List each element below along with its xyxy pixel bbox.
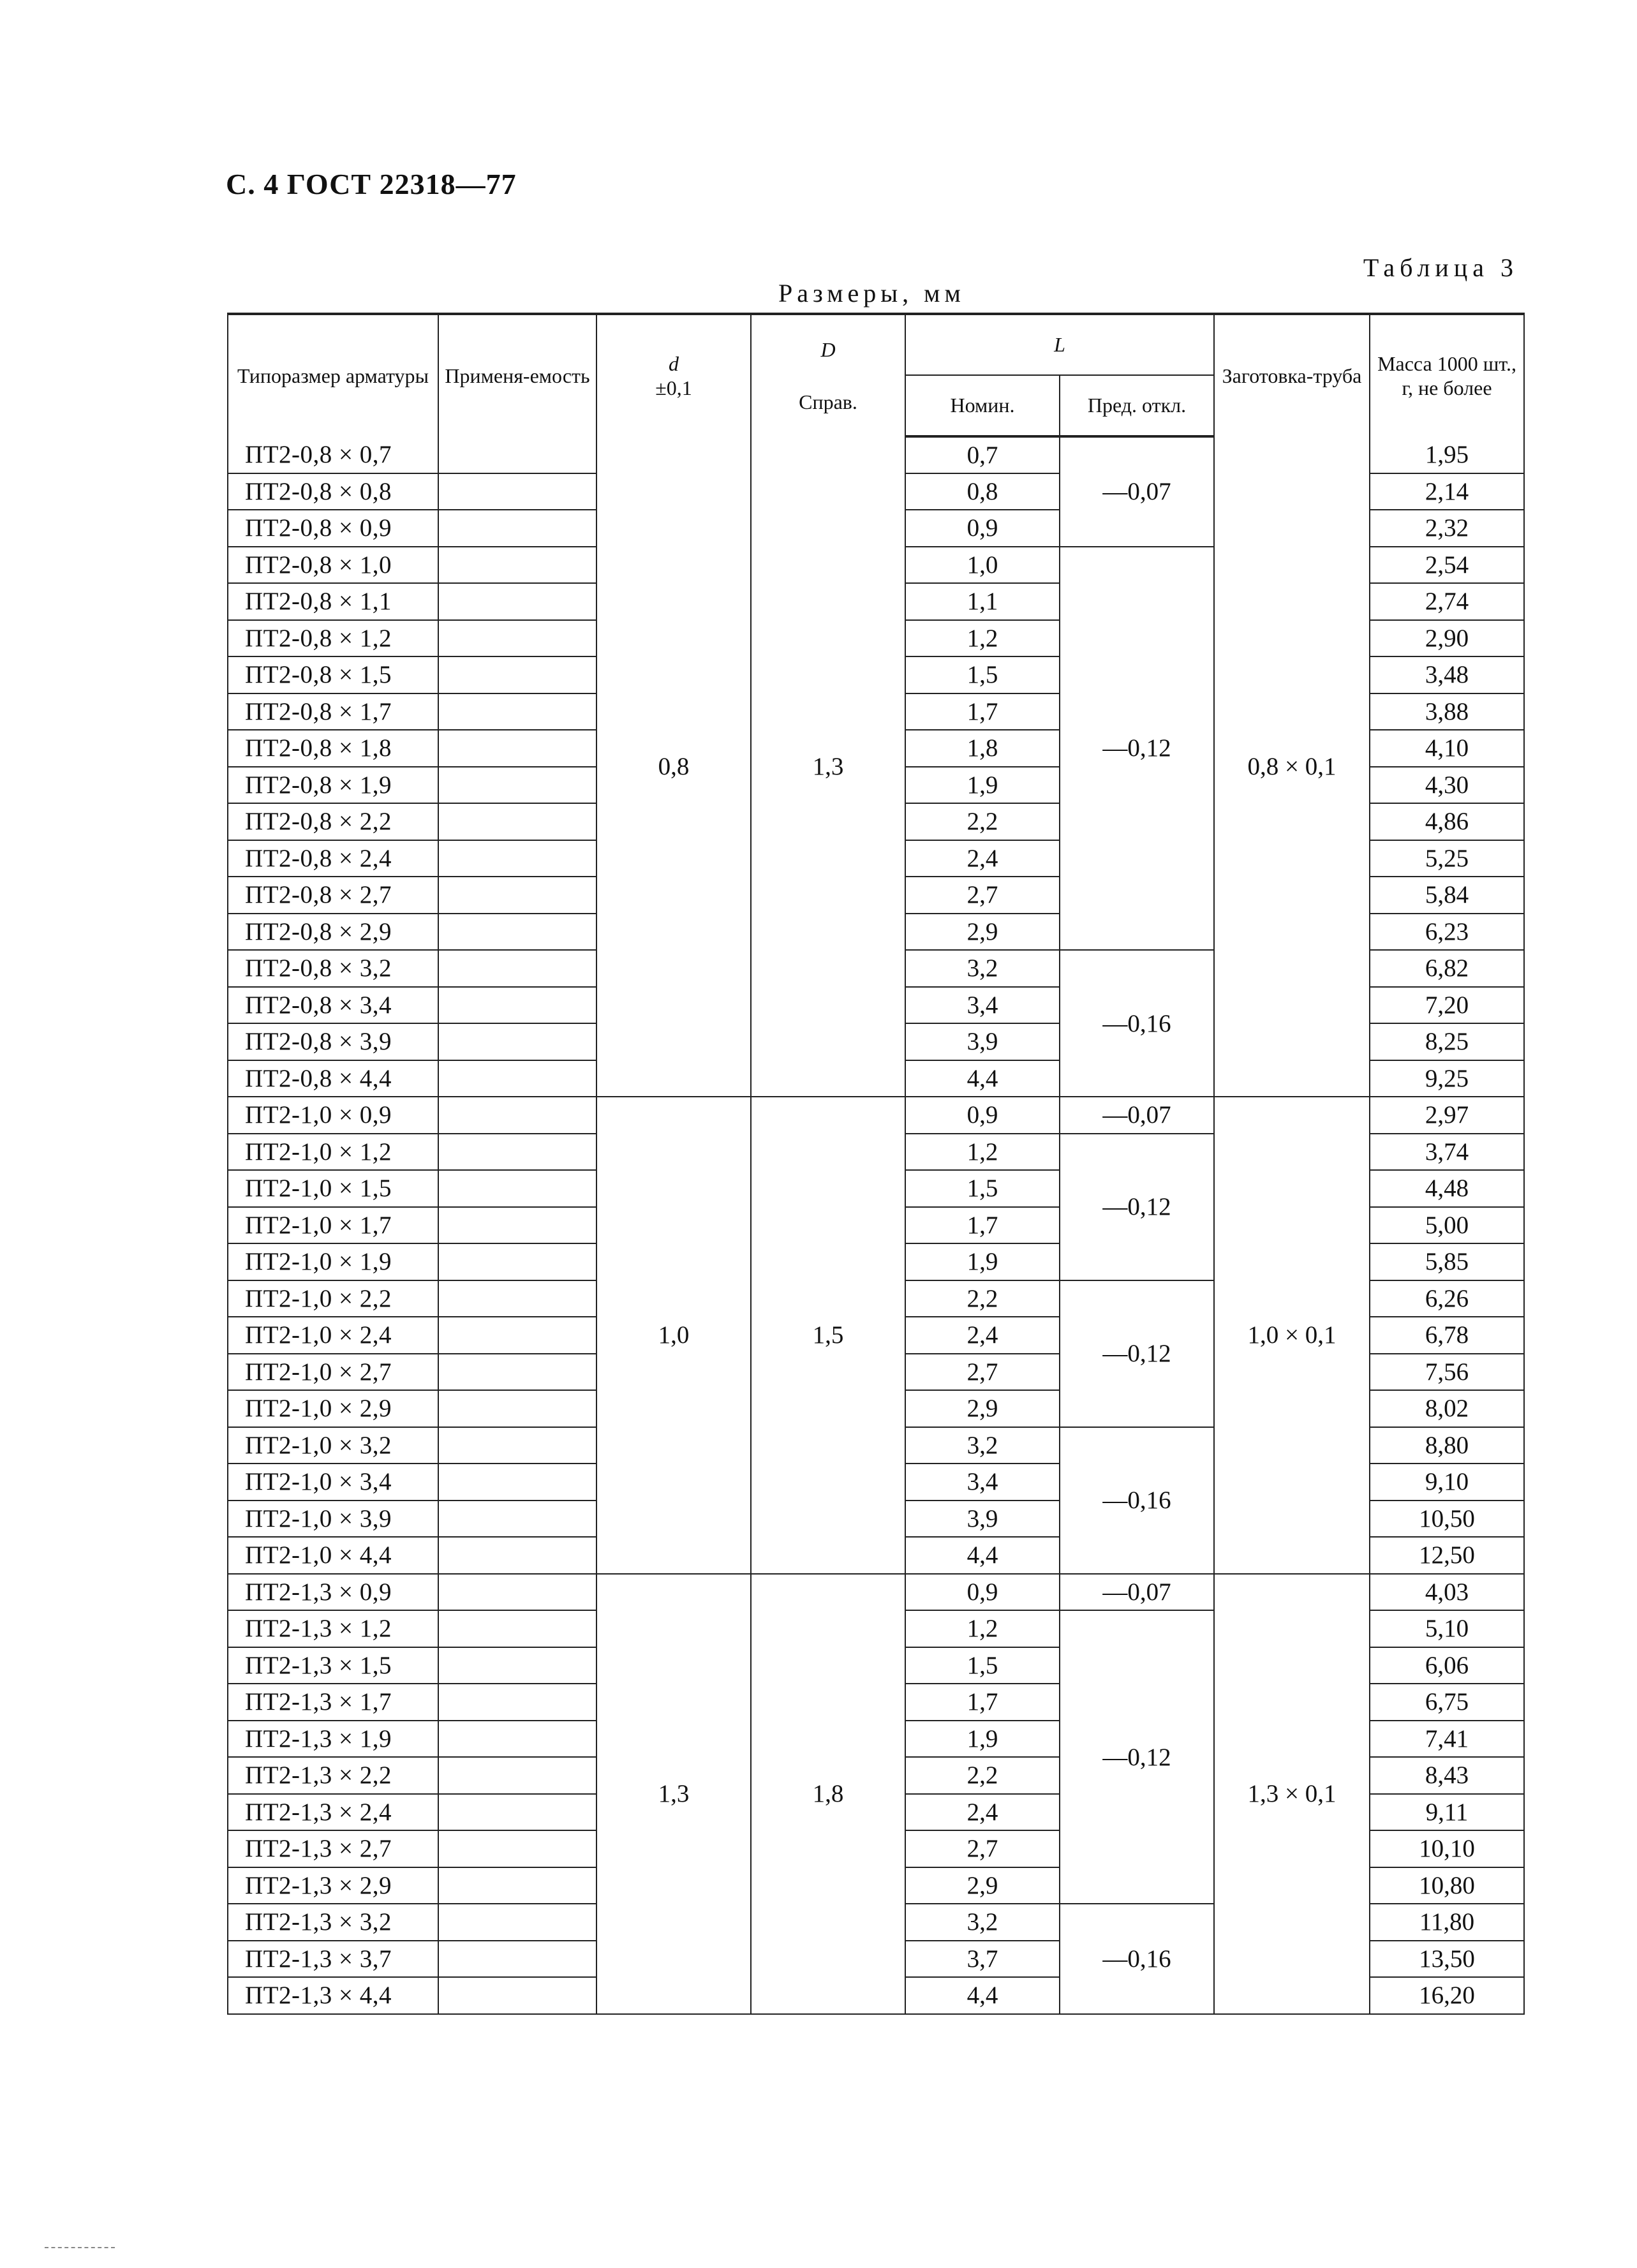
L-nominal-cell: 3,4 (905, 987, 1060, 1024)
type-cell: ПТ2-1,0 × 2,4 (228, 1317, 438, 1354)
table-caption: Таблица 3 (1363, 253, 1518, 282)
applicability-cell (438, 1610, 596, 1647)
L-nominal-cell: 1,9 (905, 1721, 1060, 1758)
mass-cell: 13,50 (1370, 1941, 1524, 1978)
L-nominal-cell: 1,9 (905, 1243, 1060, 1280)
applicability-cell (438, 1977, 596, 2014)
type-cell: ПТ2-0,8 × 1,9 (228, 767, 438, 804)
type-cell: ПТ2-1,3 × 1,2 (228, 1610, 438, 1647)
L-nominal-cell: 1,5 (905, 1647, 1060, 1684)
footer-mark (45, 2247, 115, 2249)
applicability-cell (438, 1390, 596, 1427)
applicability-cell (438, 436, 596, 473)
mass-cell: 2,74 (1370, 583, 1524, 620)
applicability-cell (438, 950, 596, 987)
type-cell: ПТ2-1,3 × 2,9 (228, 1867, 438, 1904)
L-nominal-cell: 3,2 (905, 1904, 1060, 1941)
L-nominal-cell: 2,9 (905, 914, 1060, 951)
L-nominal-cell: 2,7 (905, 1354, 1060, 1391)
mass-cell: 8,02 (1370, 1390, 1524, 1427)
mass-cell: 3,88 (1370, 693, 1524, 730)
applicability-cell (438, 1757, 596, 1794)
L-nominal-cell: 2,4 (905, 1794, 1060, 1831)
col-header-mass: Масса 1000 шт., г, не более (1370, 314, 1524, 436)
L-nominal-cell: 2,2 (905, 1280, 1060, 1317)
type-cell: ПТ2-0,8 × 4,4 (228, 1060, 438, 1097)
mass-cell: 7,20 (1370, 987, 1524, 1024)
mass-cell: 6,06 (1370, 1647, 1524, 1684)
mass-cell: 5,10 (1370, 1610, 1524, 1647)
type-cell: ПТ2-0,8 × 1,2 (228, 620, 438, 657)
applicability-cell (438, 1501, 596, 1538)
applicability-cell (438, 767, 596, 804)
applicability-cell (438, 510, 596, 547)
applicability-cell (438, 987, 596, 1024)
L-nominal-cell: 1,9 (905, 767, 1060, 804)
mass-cell: 5,84 (1370, 877, 1524, 914)
mass-cell: 10,80 (1370, 1867, 1524, 1904)
table-row (228, 1097, 1524, 1134)
applicability-cell (438, 1280, 596, 1317)
L-deviation-cell: —0,07 (1060, 1097, 1214, 1134)
applicability-cell (438, 1464, 596, 1501)
L-nominal-cell: 3,7 (905, 1941, 1060, 1978)
mass-cell: 8,43 (1370, 1757, 1524, 1794)
blank-cell: 0,8 × 0,1 (1214, 436, 1370, 1097)
type-cell: ПТ2-0,8 × 2,7 (228, 877, 438, 914)
type-cell: ПТ2-0,8 × 0,8 (228, 473, 438, 510)
applicability-cell (438, 693, 596, 730)
applicability-cell (438, 1170, 596, 1207)
mass-cell: 6,78 (1370, 1317, 1524, 1354)
d-cell: 1,0 (596, 1097, 751, 1574)
type-cell: ПТ2-1,0 × 4,4 (228, 1537, 438, 1574)
table-row (228, 436, 1524, 473)
L-nominal-cell: 4,4 (905, 1977, 1060, 2014)
L-nominal-cell: 0,7 (905, 436, 1060, 473)
L-deviation-cell: —0,16 (1060, 950, 1214, 1097)
mass-cell: 2,90 (1370, 620, 1524, 657)
type-cell: ПТ2-1,0 × 2,9 (228, 1390, 438, 1427)
L-nominal-cell: 3,2 (905, 1427, 1060, 1464)
mass-cell: 7,41 (1370, 1721, 1524, 1758)
d-cell: 1,3 (596, 1574, 751, 2014)
applicability-cell (438, 656, 596, 693)
L-nominal-cell: 3,9 (905, 1501, 1060, 1538)
L-nominal-cell: 2,7 (905, 877, 1060, 914)
L-nominal-cell: 2,9 (905, 1867, 1060, 1904)
col-header-D-name: D (820, 337, 836, 361)
mass-cell: 12,50 (1370, 1537, 1524, 1574)
mass-cell: 4,86 (1370, 803, 1524, 840)
applicability-cell (438, 1097, 596, 1134)
type-cell: ПТ2-1,0 × 2,7 (228, 1354, 438, 1391)
type-cell: ПТ2-1,0 × 1,9 (228, 1243, 438, 1280)
mass-cell: 10,50 (1370, 1501, 1524, 1538)
applicability-cell (438, 473, 596, 510)
type-cell: ПТ2-0,8 × 1,7 (228, 693, 438, 730)
D-cell: 1,3 (751, 436, 905, 1097)
applicability-cell (438, 1574, 596, 1611)
mass-cell: 4,03 (1370, 1574, 1524, 1611)
type-cell: ПТ2-0,8 × 1,1 (228, 583, 438, 620)
type-cell: ПТ2-1,0 × 3,2 (228, 1427, 438, 1464)
type-cell: ПТ2-1,3 × 1,5 (228, 1647, 438, 1684)
L-nominal-cell: 1,7 (905, 693, 1060, 730)
table-row (228, 1574, 1524, 1611)
mass-cell: 6,23 (1370, 914, 1524, 951)
type-cell: ПТ2-1,0 × 0,9 (228, 1097, 438, 1134)
type-cell: ПТ2-1,0 × 3,4 (228, 1464, 438, 1501)
L-deviation-cell: —0,12 (1060, 547, 1214, 951)
type-cell: ПТ2-0,8 × 2,4 (228, 840, 438, 877)
type-cell: ПТ2-1,0 × 1,2 (228, 1134, 438, 1171)
L-nominal-cell: 1,2 (905, 1134, 1060, 1171)
L-nominal-cell: 3,9 (905, 1023, 1060, 1060)
mass-cell: 3,74 (1370, 1134, 1524, 1171)
type-cell: ПТ2-0,8 × 0,7 (228, 436, 438, 473)
col-header-type: Типоразмер арматуры (228, 314, 438, 436)
type-cell: ПТ2-0,8 × 1,0 (228, 547, 438, 584)
applicability-cell (438, 1721, 596, 1758)
type-cell: ПТ2-1,0 × 3,9 (228, 1501, 438, 1538)
spec-table (227, 313, 1525, 2015)
type-cell: ПТ2-1,3 × 2,4 (228, 1794, 438, 1831)
L-nominal-cell: 4,4 (905, 1060, 1060, 1097)
type-cell: ПТ2-1,3 × 0,9 (228, 1574, 438, 1611)
L-deviation-cell: —0,07 (1060, 436, 1214, 547)
mass-cell: 2,54 (1370, 547, 1524, 584)
type-cell: ПТ2-1,0 × 1,5 (228, 1170, 438, 1207)
col-header-D (751, 314, 905, 436)
mass-cell: 5,85 (1370, 1243, 1524, 1280)
applicability-cell (438, 1830, 596, 1867)
mass-cell: 5,25 (1370, 840, 1524, 877)
type-cell: ПТ2-1,3 × 1,9 (228, 1721, 438, 1758)
D-cell: 1,8 (751, 1574, 905, 2014)
type-cell: ПТ2-0,8 × 0,9 (228, 510, 438, 547)
L-nominal-cell: 1,7 (905, 1207, 1060, 1244)
L-nominal-cell: 3,4 (905, 1464, 1060, 1501)
col-header-applicability: Применя-емость (438, 314, 596, 436)
applicability-cell (438, 1060, 596, 1097)
L-nominal-cell: 0,9 (905, 1574, 1060, 1611)
page-header: С. 4 ГОСТ 22318—77 (226, 168, 517, 200)
mass-cell: 8,25 (1370, 1023, 1524, 1060)
L-deviation-cell: —0,12 (1060, 1134, 1214, 1280)
applicability-cell (438, 1354, 596, 1391)
applicability-cell (438, 1134, 596, 1171)
applicability-cell (438, 1794, 596, 1831)
mass-cell: 9,11 (1370, 1794, 1524, 1831)
col-header-blank: Заготовка-труба (1214, 314, 1370, 436)
mass-cell: 11,80 (1370, 1904, 1524, 1941)
L-deviation-cell: —0,12 (1060, 1610, 1214, 1904)
applicability-cell (438, 1647, 596, 1684)
L-nominal-cell: 1,7 (905, 1684, 1060, 1721)
L-deviation-cell: —0,16 (1060, 1904, 1214, 2014)
L-nominal-cell: 2,7 (905, 1830, 1060, 1867)
type-cell: ПТ2-1,3 × 1,7 (228, 1684, 438, 1721)
L-nominal-cell: 1,5 (905, 1170, 1060, 1207)
mass-cell: 2,14 (1370, 473, 1524, 510)
type-cell: ПТ2-1,3 × 3,2 (228, 1904, 438, 1941)
mass-cell: 9,25 (1370, 1060, 1524, 1097)
L-deviation-cell: —0,16 (1060, 1427, 1214, 1574)
L-nominal-cell: 1,2 (905, 1610, 1060, 1647)
L-nominal-cell: 2,4 (905, 1317, 1060, 1354)
applicability-cell (438, 803, 596, 840)
type-cell: ПТ2-0,8 × 1,5 (228, 656, 438, 693)
col-header-L: L (905, 314, 1214, 375)
L-nominal-cell: 1,8 (905, 730, 1060, 767)
L-nominal-cell: 1,2 (905, 620, 1060, 657)
L-nominal-cell: 2,2 (905, 803, 1060, 840)
mass-cell: 3,48 (1370, 656, 1524, 693)
D-cell: 1,5 (751, 1097, 905, 1574)
applicability-cell (438, 1243, 596, 1280)
col-header-d-name: d (669, 352, 679, 375)
applicability-cell (438, 1207, 596, 1244)
applicability-cell (438, 547, 596, 584)
dimensions-caption: Размеры, мм (778, 279, 965, 308)
L-nominal-cell: 0,9 (905, 510, 1060, 547)
type-cell: ПТ2-0,8 × 1,8 (228, 730, 438, 767)
L-nominal-cell: 1,0 (905, 547, 1060, 584)
table-body (228, 436, 1524, 2014)
applicability-cell (438, 877, 596, 914)
L-nominal-cell: 2,2 (905, 1757, 1060, 1794)
type-cell: ПТ2-1,0 × 2,2 (228, 1280, 438, 1317)
type-cell: ПТ2-0,8 × 2,2 (228, 803, 438, 840)
mass-cell: 4,48 (1370, 1170, 1524, 1207)
L-nominal-cell: 0,8 (905, 473, 1060, 510)
type-cell: ПТ2-0,8 × 3,9 (228, 1023, 438, 1060)
mass-cell: 4,30 (1370, 767, 1524, 804)
mass-cell: 2,32 (1370, 510, 1524, 547)
L-nominal-cell: 3,2 (905, 950, 1060, 987)
mass-cell: 1,95 (1370, 436, 1524, 473)
applicability-cell (438, 1317, 596, 1354)
mass-cell: 8,80 (1370, 1427, 1524, 1464)
d-cell: 0,8 (596, 436, 751, 1097)
L-deviation-cell: —0,07 (1060, 1574, 1214, 1611)
mass-cell: 7,56 (1370, 1354, 1524, 1391)
blank-cell: 1,3 × 0,1 (1214, 1574, 1370, 2014)
L-nominal-cell: 1,5 (905, 656, 1060, 693)
blank-cell: 1,0 × 0,1 (1214, 1097, 1370, 1574)
applicability-cell (438, 730, 596, 767)
type-cell: ПТ2-1,3 × 2,2 (228, 1757, 438, 1794)
L-nominal-cell: 4,4 (905, 1537, 1060, 1574)
applicability-cell (438, 583, 596, 620)
col-header-L-deviation: Пред. откл. (1060, 375, 1214, 436)
type-cell: ПТ2-0,8 × 3,2 (228, 950, 438, 987)
col-header-L-nominal: Номин. (905, 375, 1060, 436)
applicability-cell (438, 840, 596, 877)
mass-cell: 10,10 (1370, 1830, 1524, 1867)
L-nominal-cell: 1,1 (905, 583, 1060, 620)
type-cell: ПТ2-1,3 × 2,7 (228, 1830, 438, 1867)
type-cell: ПТ2-1,0 × 1,7 (228, 1207, 438, 1244)
mass-cell: 9,10 (1370, 1464, 1524, 1501)
L-nominal-cell: 0,9 (905, 1097, 1060, 1134)
mass-cell: 4,10 (1370, 730, 1524, 767)
applicability-cell (438, 1941, 596, 1978)
mass-cell: 6,75 (1370, 1684, 1524, 1721)
type-cell: ПТ2-1,3 × 4,4 (228, 1977, 438, 2014)
type-cell: ПТ2-1,3 × 3,7 (228, 1941, 438, 1978)
mass-cell: 2,97 (1370, 1097, 1524, 1134)
col-header-d (596, 314, 751, 436)
applicability-cell (438, 914, 596, 951)
mass-cell: 6,26 (1370, 1280, 1524, 1317)
applicability-cell (438, 1684, 596, 1721)
applicability-cell (438, 1023, 596, 1060)
applicability-cell (438, 1904, 596, 1941)
applicability-cell (438, 1427, 596, 1464)
type-cell: ПТ2-0,8 × 3,4 (228, 987, 438, 1024)
applicability-cell (438, 620, 596, 657)
mass-cell: 6,82 (1370, 950, 1524, 987)
L-deviation-cell: —0,12 (1060, 1280, 1214, 1427)
applicability-cell (438, 1537, 596, 1574)
applicability-cell (438, 1867, 596, 1904)
L-nominal-cell: 2,4 (905, 840, 1060, 877)
col-header-D-sub: Справ. (799, 390, 857, 413)
mass-cell: 16,20 (1370, 1977, 1524, 2014)
mass-cell: 5,00 (1370, 1207, 1524, 1244)
L-nominal-cell: 2,9 (905, 1390, 1060, 1427)
type-cell: ПТ2-0,8 × 2,9 (228, 914, 438, 951)
col-header-d-tolerance: ±0,1 (655, 376, 692, 399)
